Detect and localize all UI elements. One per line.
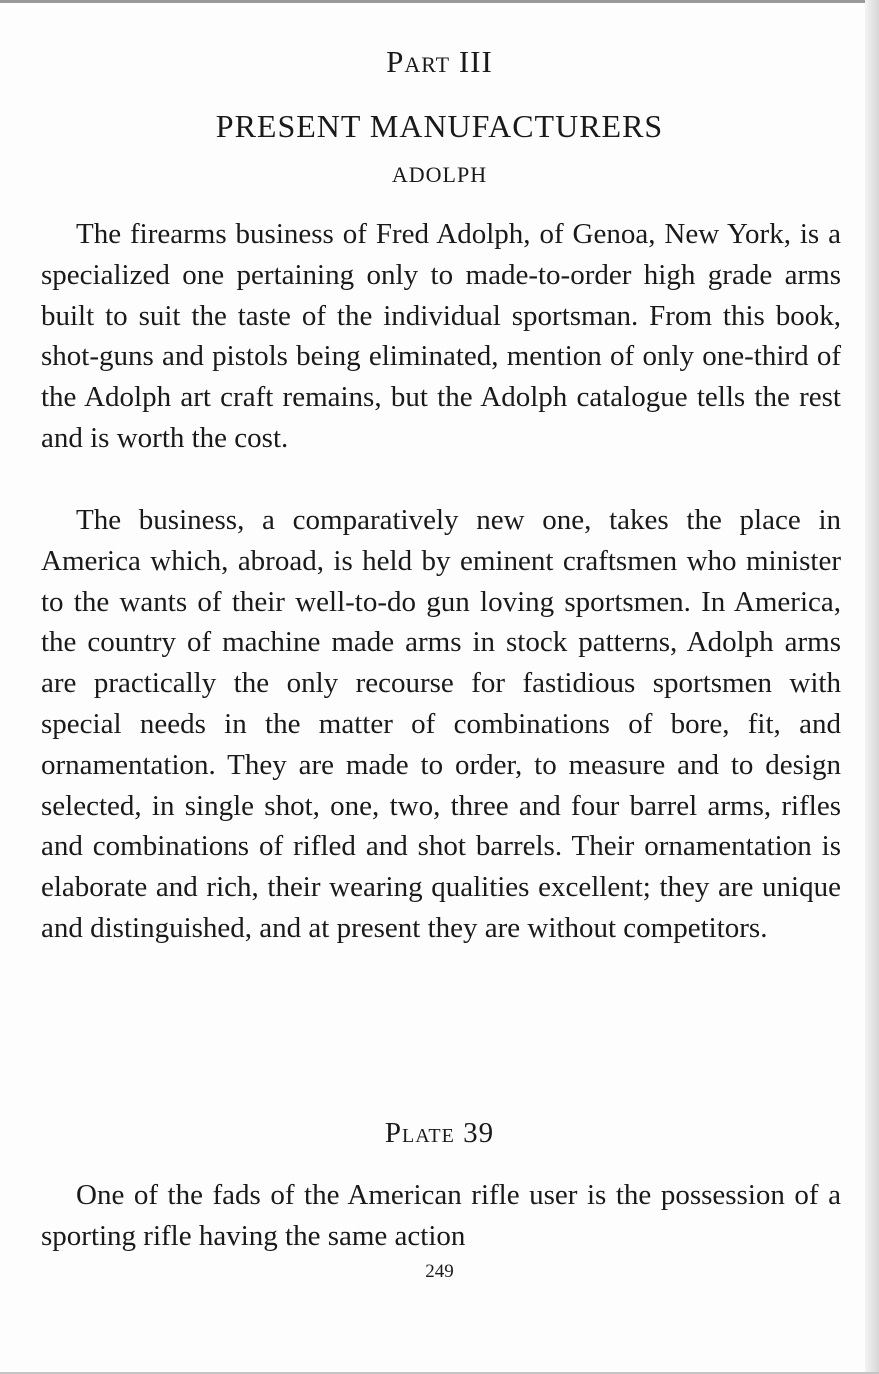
paragraph-1: The firearms business of Fred Adolph, of Genoa, New York, is a specialized one pertaining only to made-to-order high grade arms built to suit the taste of the individual sportsman. From this book, shot-guns and pistols being eliminated, mention of only one-third of the Adolph art craft remains, but the Adolph catalogue tells the rest and is worth the cost. bbox=[41, 218, 841, 454]
plate-title: Plate 39 bbox=[384, 1117, 495, 1149]
paragraph-3: One of the fads of the American rifle user is the possession of a sporting rifle having the same action bbox=[41, 1179, 841, 1252]
section-subheading: ADOLPH bbox=[391, 162, 488, 187]
scan-right-edge bbox=[865, 0, 879, 1374]
scan-top-edge bbox=[0, 0, 879, 3]
paragraph-2: The business, a comparatively new one, takes the place in America which, abroad, is held by eminent craftsmen who minister to the wants of their well-to-do gun loving sportsmen. In America, the country of machine made arms in stock patterns, Adolph arms are practically the only recourse for fastidious sportsmen with special needs in the matter of combinations of bore, fit, and ornamentation. They are made to order, to measure and to design selected, in single shot, one, two, three and four barrel arms, rifles and combinations of rifled and shot barrels. Their ornamentation is elaborate and rich, their wearing qualities excellent; they are unique and distinguished, and at present they are without competitors. bbox=[41, 504, 841, 944]
chapter-heading: PRESENT MANUFACTURERS bbox=[215, 108, 664, 144]
part-title: Part III bbox=[386, 44, 493, 79]
page-number: 249 bbox=[425, 1261, 454, 1282]
